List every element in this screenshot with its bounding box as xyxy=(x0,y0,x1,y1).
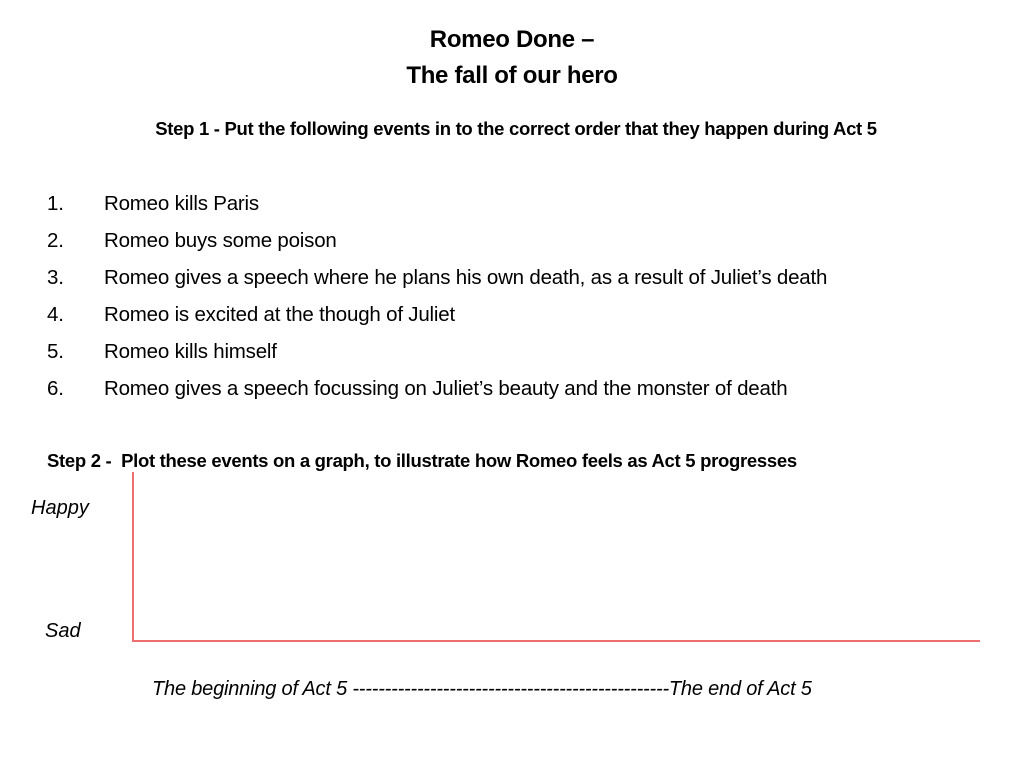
list-item-number: 6. xyxy=(47,377,64,400)
page-title-line-1: Romeo Done – xyxy=(429,26,595,53)
x-axis-label: The beginning of Act 5 -------------------------------------------------The end of Act 5 xyxy=(152,678,812,700)
y-axis-happy-label: Happy xyxy=(31,497,89,519)
list-item-text: Romeo gives a speech focussing on Juliet’s beauty and the monster of death xyxy=(104,377,788,400)
step-1-instruction: Step 1 - Put the following events in to the correct order that they happen during Act 5 xyxy=(155,118,877,139)
page-title-line-2: The fall of our hero xyxy=(406,62,618,89)
graph-y-axis-line xyxy=(132,472,134,642)
list-item-number: 2. xyxy=(47,229,64,252)
list-item-text: Romeo is excited at the though of Juliet xyxy=(104,303,455,326)
step-2-instruction: Step 2 - Plot these events on a graph, to illustrate how Romeo feels as Act 5 progresses xyxy=(47,450,797,471)
list-item-text: Romeo buys some poison xyxy=(104,229,337,252)
list-item-number: 5. xyxy=(47,340,64,363)
graph-x-axis-line xyxy=(132,640,980,642)
list-item-text: Romeo kills himself xyxy=(104,340,277,363)
list-item-number: 3. xyxy=(47,266,64,289)
list-item-text: Romeo gives a speech where he plans his own death, as a result of Juliet’s death xyxy=(104,266,828,289)
list-item-number: 4. xyxy=(47,303,64,326)
list-item-number: 1. xyxy=(47,192,64,215)
y-axis-sad-label: Sad xyxy=(45,620,81,642)
list-item-text: Romeo kills Paris xyxy=(104,192,259,215)
